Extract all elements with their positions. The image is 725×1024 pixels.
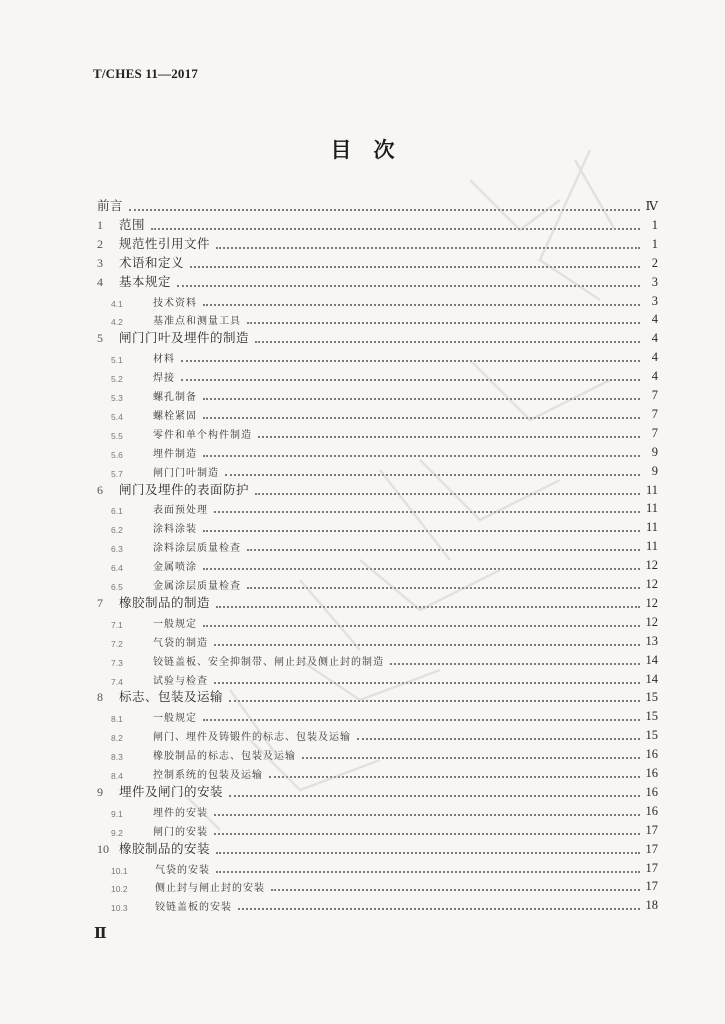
toc-leader-dots bbox=[238, 908, 640, 910]
toc-leader-dots bbox=[357, 738, 640, 740]
toc-subentry bbox=[97, 669, 658, 687]
toc-subentry bbox=[97, 442, 658, 460]
toc-entry bbox=[97, 782, 658, 800]
toc-entry-page: 17 bbox=[645, 822, 658, 837]
toc-entry-number: 4.1 bbox=[111, 298, 123, 309]
toc-subentry bbox=[97, 517, 658, 535]
toc-leader-dots bbox=[225, 474, 640, 476]
toc-entry-title: 涂料涂层质量检查 bbox=[153, 543, 241, 555]
toc-entry-title: 基本规定 bbox=[119, 273, 172, 289]
toc-entry-title: 闸门门叶制造 bbox=[153, 467, 219, 479]
toc-entry-page: 17 bbox=[645, 841, 658, 856]
toc-leader-dots bbox=[203, 398, 640, 400]
toc-entry-title: 气袋的制造 bbox=[153, 637, 208, 649]
toc-subentry bbox=[97, 366, 658, 384]
toc-entry-page: 9 bbox=[651, 463, 658, 478]
toc-subentry bbox=[97, 536, 658, 554]
toc-entry-page: 4 bbox=[651, 350, 658, 365]
toc-entry-number: 4.2 bbox=[111, 317, 123, 328]
page-number: Ⅱ bbox=[94, 926, 107, 942]
toc-leader-dots bbox=[247, 549, 640, 551]
toc-entry bbox=[97, 215, 658, 233]
toc-subentry bbox=[97, 612, 658, 630]
toc-entry-page: 14 bbox=[645, 671, 658, 686]
toc-entry-page: Ⅳ bbox=[645, 199, 658, 213]
toc-entry-number: 7.1 bbox=[111, 619, 123, 630]
toc-entry-number: 3 bbox=[97, 255, 103, 270]
toc-entry-number: 7.2 bbox=[111, 638, 123, 649]
toc-entry-page: 3 bbox=[651, 274, 658, 289]
toc-leader-dots bbox=[203, 568, 640, 570]
toc-entry-page: 11 bbox=[645, 539, 658, 554]
toc-entry-number: 5.1 bbox=[111, 355, 123, 366]
toc-entry-page: 4 bbox=[651, 369, 658, 384]
toc-subentry bbox=[97, 385, 658, 403]
toc-entry-page: 7 bbox=[651, 406, 658, 421]
toc-entry-title: 闸门的安装 bbox=[153, 826, 208, 838]
toc-entry-title: 螺栓紧固 bbox=[153, 410, 197, 422]
toc-entry-page: 15 bbox=[645, 709, 658, 724]
toc-entry-title: 控制系统的包装及运输 bbox=[153, 770, 263, 781]
toc-leader-dots bbox=[229, 795, 640, 797]
toc-entry-number: 5.4 bbox=[111, 411, 123, 422]
toc-entry-page: 17 bbox=[645, 860, 658, 875]
toc-subentry bbox=[97, 820, 658, 838]
toc-subentry bbox=[97, 309, 658, 327]
toc-leader-dots bbox=[203, 625, 640, 627]
toc-entry-title: 基准点和测量工具 bbox=[153, 316, 241, 328]
toc-entry-title: 试验与检查 bbox=[153, 675, 208, 687]
toc-entry-number: 5.5 bbox=[111, 430, 123, 441]
toc-entry-title: 表面预处理 bbox=[153, 505, 208, 517]
toc-leader-dots bbox=[181, 379, 640, 381]
toc-entry-number: 8.4 bbox=[111, 771, 123, 781]
toc-subentry bbox=[97, 631, 658, 649]
toc-leader-dots bbox=[129, 209, 640, 211]
toc-entry-page: 12 bbox=[645, 558, 658, 573]
toc-entry-page: 16 bbox=[645, 747, 658, 762]
toc-entry-page: 15 bbox=[645, 690, 658, 705]
toc-entry-page: 17 bbox=[645, 879, 658, 894]
toc-entry-number: 8.3 bbox=[111, 752, 123, 763]
toc-entry-page: 9 bbox=[651, 444, 658, 459]
toc-entry-title: 闸门门叶及埋件的制造 bbox=[119, 330, 250, 346]
toc-entry-page: 1 bbox=[651, 217, 658, 232]
toc-entry-page: 12 bbox=[645, 595, 658, 610]
toc-subentry bbox=[97, 744, 658, 762]
toc-leader-dots bbox=[216, 871, 640, 873]
toc-entry-page: 7 bbox=[651, 425, 658, 440]
toc-entry-number: 1 bbox=[97, 217, 103, 232]
toc-entry-number: 8.1 bbox=[111, 714, 123, 725]
toc-entry-number: 6.2 bbox=[111, 525, 123, 536]
toc-entry-page: 15 bbox=[645, 728, 658, 743]
toc-entry-title: 铰链盖板的安装 bbox=[155, 902, 232, 914]
toc-subentry bbox=[97, 706, 658, 724]
toc-entry-title: 气袋的安装 bbox=[155, 864, 210, 876]
toc-entry-title: 金属涂层质量检查 bbox=[153, 581, 241, 592]
toc-entry-number: 8 bbox=[97, 690, 103, 705]
toc-entry-number: 9 bbox=[97, 784, 103, 799]
toc-entry-number: 7.4 bbox=[111, 676, 123, 687]
toc-leader-dots bbox=[255, 493, 640, 495]
toc-entry-title: 一般规定 bbox=[153, 713, 197, 725]
toc-leader-dots bbox=[302, 757, 640, 759]
toc-entry-number: 10.2 bbox=[111, 884, 128, 895]
toc-entry-title: 零件和单个构件制造 bbox=[153, 429, 252, 441]
toc-entry-page: 16 bbox=[645, 784, 658, 799]
toc-subentry bbox=[97, 461, 658, 479]
toc-subentry bbox=[97, 291, 658, 309]
toc-leader-dots bbox=[247, 322, 640, 324]
toc-entry bbox=[97, 272, 658, 290]
toc-subentry bbox=[97, 574, 658, 592]
toc-entry-page: 1 bbox=[651, 236, 658, 251]
toc-entry-title: 规范性引用文件 bbox=[119, 235, 211, 251]
toc-subentry bbox=[97, 555, 658, 573]
toc-leader-dots bbox=[203, 719, 640, 721]
toc-entry-number: 10.1 bbox=[111, 865, 128, 876]
toc-entry bbox=[97, 593, 658, 611]
toc-entry-number: 6.1 bbox=[111, 506, 123, 517]
toc-entry-title: 前言 bbox=[97, 198, 124, 213]
toc-leader-dots bbox=[203, 417, 640, 419]
toc-entry-number: 7 bbox=[97, 595, 103, 610]
toc-entry-number: 6 bbox=[97, 482, 103, 497]
toc-entry-title: 闸门、埋件及铸锻件的标志、包装及运输 bbox=[153, 732, 351, 744]
toc-entry-number: 10 bbox=[97, 841, 109, 856]
toc-entry-title: 橡胶制品的安装 bbox=[119, 840, 211, 856]
toc-entry-title: 埋件制造 bbox=[153, 448, 197, 460]
toc-entry-number: 5 bbox=[97, 331, 103, 346]
toc-leader-dots bbox=[216, 606, 640, 608]
toc-entry-number: 7.3 bbox=[111, 657, 123, 668]
toc-subentry bbox=[97, 650, 658, 668]
toc-entry-number: 5.7 bbox=[111, 468, 123, 479]
toc-entry bbox=[97, 196, 658, 214]
toc-entry bbox=[97, 687, 658, 705]
document-code: T/CHES 11—2017 bbox=[93, 66, 199, 81]
toc-entry-title: 侧止封与闸止封的安装 bbox=[155, 883, 265, 895]
toc-entry-page: 3 bbox=[651, 293, 658, 308]
toc-entry-title: 术语和定义 bbox=[119, 254, 185, 270]
toc-entry-page: 13 bbox=[645, 633, 658, 648]
toc-leader-dots bbox=[214, 814, 640, 816]
toc-subentry bbox=[97, 876, 658, 894]
toc-entry-number: 8.2 bbox=[111, 733, 123, 744]
toc-entry-title: 标志、包装及运输 bbox=[119, 689, 224, 705]
toc-entry-number: 6.3 bbox=[111, 544, 123, 555]
toc-subentry bbox=[97, 347, 658, 365]
toc-entry-number: 5.3 bbox=[111, 393, 123, 403]
toc-title: 目次 bbox=[330, 138, 417, 162]
toc-entry-page: 12 bbox=[645, 614, 658, 629]
toc-leader-dots bbox=[255, 341, 640, 343]
toc-entry-title: 闸门及埋件的表面防护 bbox=[119, 481, 250, 497]
toc-entry bbox=[97, 253, 658, 271]
toc-subentry bbox=[97, 858, 658, 876]
toc-leader-dots bbox=[203, 304, 640, 306]
toc-subentry bbox=[97, 423, 658, 441]
toc-entry-page: 16 bbox=[645, 803, 658, 818]
toc-entry-page: 18 bbox=[645, 898, 658, 913]
toc-leader-dots bbox=[181, 360, 640, 362]
toc-entry-title: 埋件的安装 bbox=[153, 807, 208, 819]
toc-leader-dots bbox=[390, 663, 640, 665]
toc-entry bbox=[97, 839, 658, 857]
toc-entry-page: 7 bbox=[651, 388, 658, 402]
toc-subentry bbox=[97, 763, 658, 781]
toc-entry-title: 范围 bbox=[119, 216, 146, 232]
toc-entry-number: 10.3 bbox=[111, 903, 128, 914]
toc-entry-number: 5.2 bbox=[111, 374, 123, 385]
toc-leader-dots bbox=[216, 247, 640, 249]
toc-entry-page: 16 bbox=[645, 766, 658, 780]
toc-leader-dots bbox=[151, 228, 640, 230]
toc-leader-dots bbox=[203, 455, 640, 457]
toc-subentry bbox=[97, 801, 658, 819]
toc-leader-dots bbox=[177, 285, 640, 287]
toc-subentry bbox=[97, 404, 658, 422]
toc-entry-number: 5.6 bbox=[111, 449, 123, 460]
toc-subentry bbox=[97, 498, 658, 516]
toc-leader-dots bbox=[214, 682, 640, 684]
toc-entry-page: 4 bbox=[651, 331, 658, 346]
toc-entry-page: 2 bbox=[651, 255, 658, 270]
toc-leader-dots bbox=[214, 833, 640, 835]
toc-entry-page: 11 bbox=[645, 520, 658, 535]
toc-entry-page: 11 bbox=[645, 501, 658, 516]
toc-entry-number: 9.2 bbox=[111, 827, 123, 838]
toc-subentry bbox=[97, 725, 658, 743]
toc-leader-dots bbox=[247, 587, 640, 589]
toc-entry-title: 铰链盖板、安全抑制带、闸止封及侧止封的制造 bbox=[153, 656, 384, 668]
toc-entry-number: 6.5 bbox=[111, 582, 123, 592]
toc-entry-title: 焊接 bbox=[153, 373, 175, 385]
toc-entry-page: 4 bbox=[651, 312, 658, 327]
toc-entry-title: 埋件及闸门的安装 bbox=[119, 783, 224, 799]
toc-entry bbox=[97, 480, 658, 498]
toc-leader-dots bbox=[190, 266, 640, 268]
toc-entry-title: 螺孔制备 bbox=[153, 392, 197, 403]
toc-entry bbox=[97, 234, 658, 252]
toc-leader-dots bbox=[214, 511, 640, 513]
toc-entry-page: 11 bbox=[645, 482, 658, 497]
toc-entry-title: 涂料涂装 bbox=[153, 524, 197, 536]
toc-leader-dots bbox=[271, 889, 640, 891]
toc-entry-title: 技术资料 bbox=[153, 297, 197, 309]
toc-leader-dots bbox=[269, 776, 640, 778]
toc-entry-title: 橡胶制品的制造 bbox=[119, 594, 211, 610]
toc-entry-number: 9.1 bbox=[111, 808, 123, 819]
toc-leader-dots bbox=[216, 852, 640, 854]
toc-entry-title: 材料 bbox=[153, 354, 175, 366]
toc-entry-number: 2 bbox=[97, 236, 103, 251]
toc-entry-title: 橡胶制品的标志、包装及运输 bbox=[153, 751, 296, 763]
toc-subentry bbox=[97, 895, 658, 913]
toc-entry bbox=[97, 328, 658, 346]
toc-leader-dots bbox=[214, 644, 640, 646]
toc-entry-number: 4 bbox=[97, 274, 103, 289]
toc-leader-dots bbox=[229, 700, 640, 702]
toc-entry-number: 6.4 bbox=[111, 563, 123, 574]
toc-entry-page: 14 bbox=[645, 652, 658, 667]
toc-entry-title: 一般规定 bbox=[153, 618, 197, 630]
toc-leader-dots bbox=[258, 436, 640, 438]
toc-leader-dots bbox=[203, 530, 640, 532]
toc-entry-title: 金属喷涂 bbox=[153, 562, 197, 574]
toc-entry-page: 12 bbox=[645, 577, 658, 591]
